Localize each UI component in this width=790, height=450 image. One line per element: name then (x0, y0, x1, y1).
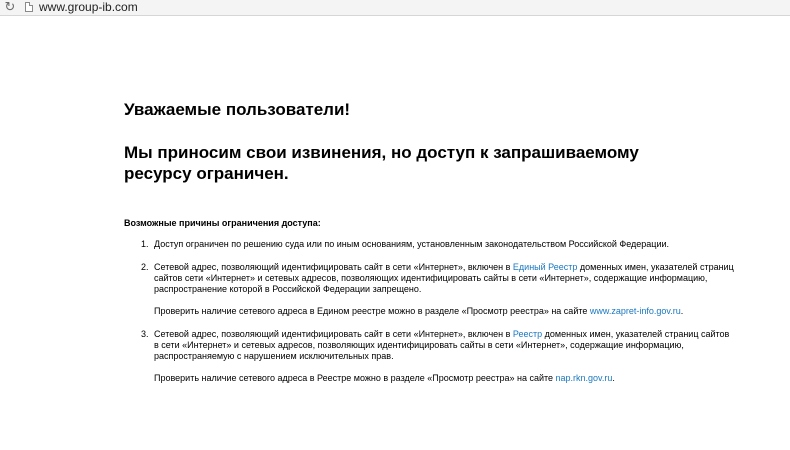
reasons-list (124, 239, 734, 384)
url-field[interactable]: www.group-ib.com (39, 0, 138, 14)
reason-text (154, 329, 734, 362)
registry-check-text (154, 306, 734, 317)
registry-check-text (154, 373, 734, 384)
reason-text-before: Сетевой адрес, позволяющий идентифицировать сайт в сети «Интернет», включен в (154, 262, 513, 272)
reasons-title: Возможные причины ограничения доступа: (124, 218, 321, 228)
reason-item-3 (124, 329, 734, 384)
apology-heading: Мы приносим свои извинения, но доступ к запрашиваемому ресурсу ограничен. (124, 143, 639, 183)
browser-address-bar (0, 0, 790, 16)
reason-number: 2. (141, 262, 149, 272)
check-end: . (680, 306, 684, 316)
reason-item-2 (124, 262, 734, 317)
check-text: Проверить наличие сетевого адреса в Едином реестре можно в разделе «Просмотр реестра» на сайте (154, 306, 590, 316)
nap-rkn-link[interactable]: nap.rkn.gov.ru (555, 373, 613, 383)
page-content (124, 99, 734, 396)
check-end: . (612, 373, 615, 383)
zapret-info-link[interactable]: www.zapret-info.gov.ru (589, 306, 681, 316)
page-icon (25, 2, 33, 12)
reason-text-after: доменных имен, указателей страниц сайтов сети «Интернет» и сетевых адресов, позволяющих идентифицировать сайты в сети «Интернет», содержащие информацию, распространение которой в Российской Федерации запрещено. (154, 262, 734, 294)
greeting-heading: Уважаемые пользователи! (124, 100, 351, 119)
registry-link[interactable]: Реестр (512, 329, 543, 339)
reason-text-after: доменных имен, указателей страниц сайтов в сети «Интернет» и сетевых адресов, позволяющих идентифицировать сайты в сети «Интернет», содержащие информацию, распространяемую с нарушением исключительных прав. (154, 329, 730, 361)
check-text: Проверить наличие сетевого адреса в Реестре можно в разделе «Просмотр реестра» на сайте (154, 373, 556, 383)
reload-icon[interactable]: ↻ (4, 0, 16, 14)
reason-item-1 (124, 239, 734, 250)
reason-text (154, 262, 734, 295)
reason-number: 1. (141, 239, 149, 249)
reason-text: Доступ ограничен по решению суда или по иным основаниям, установленным законодательством Российской Федерации. (154, 239, 670, 249)
reason-text-before: Сетевой адрес, позволяющий идентифицировать сайт в сети «Интернет», включен в (154, 329, 513, 339)
reason-number: 3. (141, 329, 149, 339)
unified-registry-link[interactable]: Единый Реестр (512, 262, 578, 272)
